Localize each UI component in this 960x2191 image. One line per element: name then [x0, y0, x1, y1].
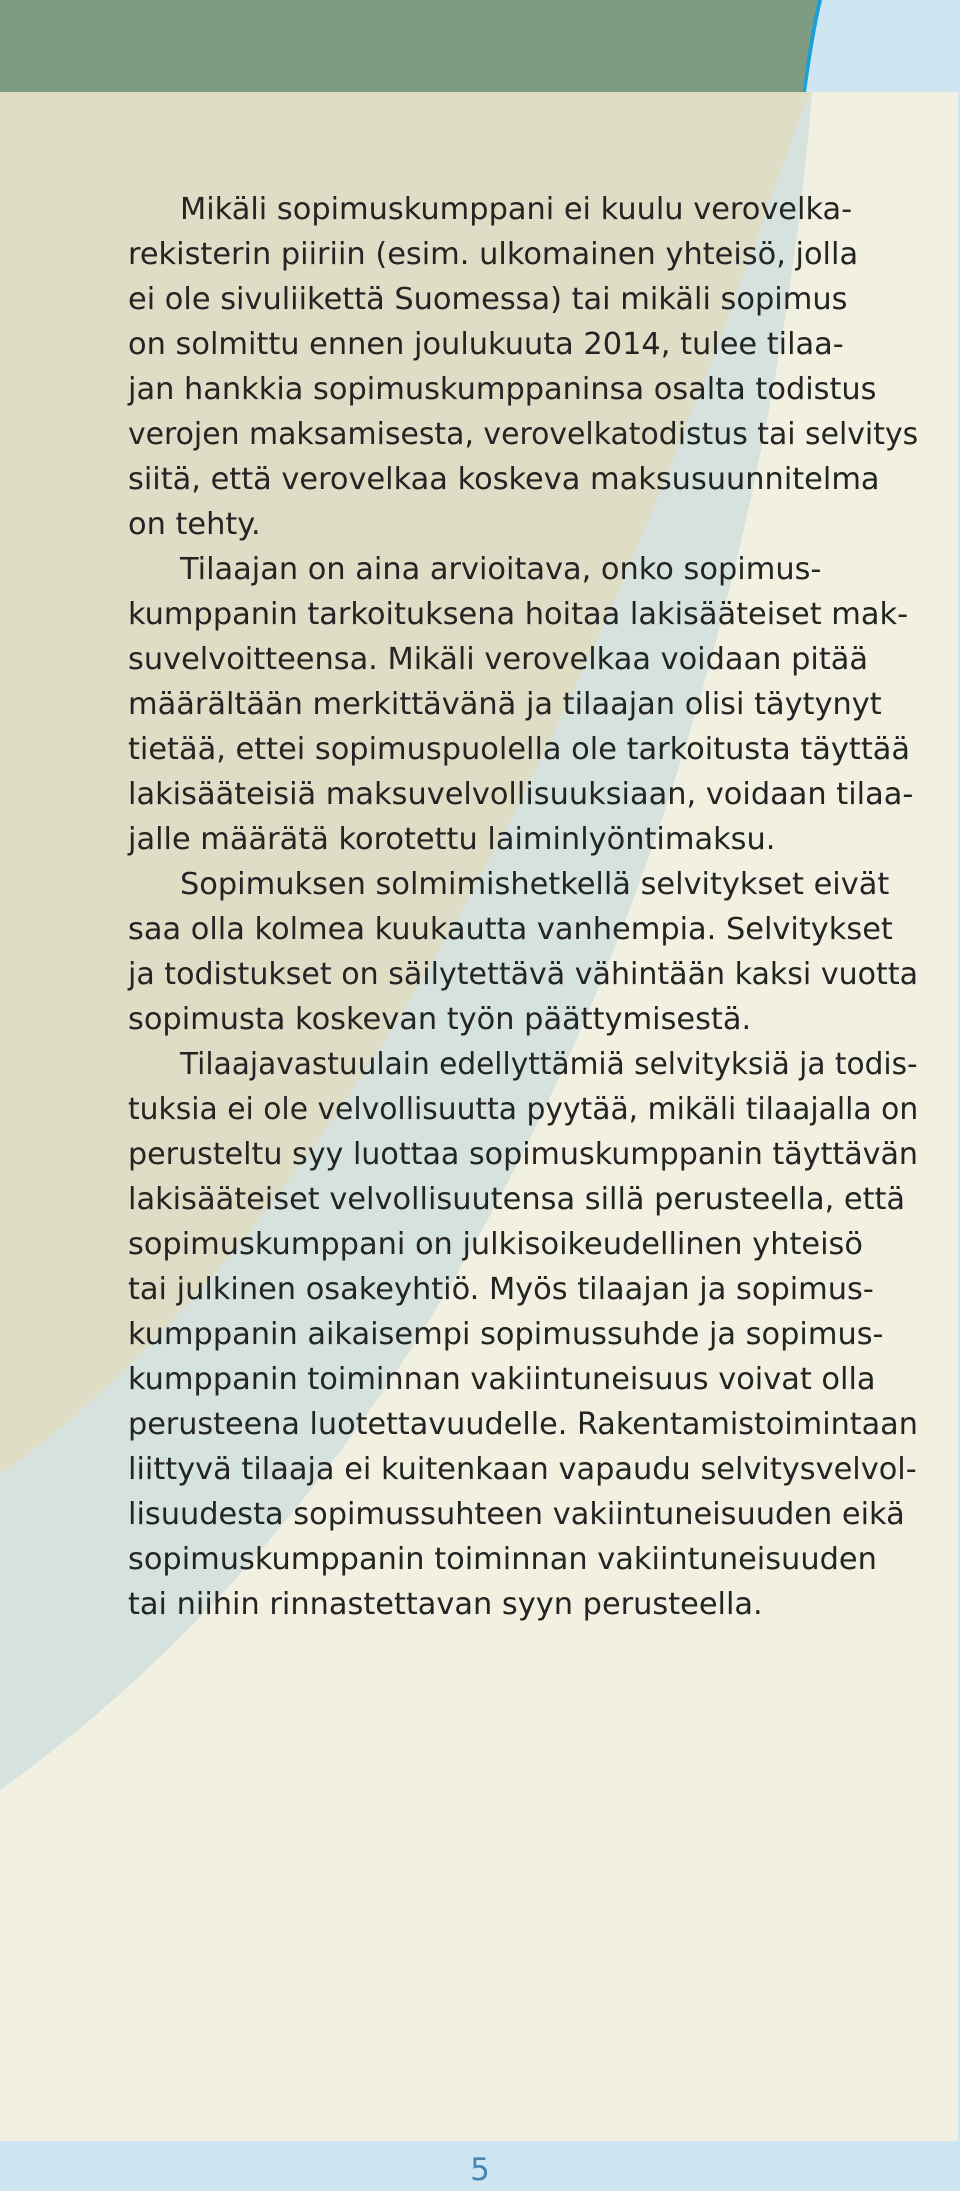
- text-line: Tilaajan on aina arvioitava, onko sopimus-: [180, 552, 822, 587]
- text-line: suvelvoitteensa. Mikäli verovelkaa voidaan pitää: [128, 642, 868, 677]
- text-line: kumppanin tarkoituksena hoitaa lakisääteiset mak-: [128, 597, 909, 632]
- page-number: 5: [470, 2152, 490, 2188]
- text-line: verojen maksamisesta, verovelkatodistus tai selvitys: [128, 417, 919, 452]
- text-line: tuksia ei ole velvollisuutta pyytää, mikäli tilaajalla on: [128, 1092, 919, 1127]
- text-line: lakisääteiset velvollisuutensa sillä perusteella, että: [128, 1182, 906, 1217]
- text-line: sopimuskumppanin toiminnan vakiintuneisuuden: [128, 1542, 877, 1577]
- text-line: Mikäli sopimuskumppani ei kuulu verovelka-: [180, 192, 853, 227]
- paragraph-2: [128, 547, 918, 862]
- text-line: sopimusta koskevan työn päättymisestä.: [128, 1002, 752, 1037]
- text-line: Sopimuksen solmimishetkellä selvitykset eivät: [180, 867, 890, 902]
- text-line: saa olla kolmea kuukautta vanhempia. Selvitykset: [128, 912, 893, 947]
- header-right-band: [800, 0, 960, 92]
- text-line: on solmittu ennen joulukuuta 2014, tulee tilaa-: [128, 327, 844, 362]
- paragraph-4: [128, 1042, 918, 1627]
- text-line: lisuudesta sopimussuhteen vakiintuneisuuden eikä: [128, 1497, 905, 1532]
- text-line: rekisterin piiriin (esim. ulkomainen yhteisö, jolla: [128, 237, 859, 272]
- text-line: liittyvä tilaaja ei kuitenkaan vapaudu selvitysvelvol-: [128, 1452, 917, 1487]
- text-line: perusteena luotettavuudelle. Rakentamistoimintaan: [128, 1407, 918, 1442]
- paragraph-3: [128, 862, 918, 1042]
- paragraph-1: [128, 187, 918, 547]
- text-line: ja todistukset on säilytettävä vähintään kaksi vuotta: [128, 957, 919, 992]
- text-line: ei ole sivuliikettä Suomessa) tai mikäli sopimus: [128, 282, 848, 317]
- text-line: tai julkinen osakeyhtiö. Myös tilaajan ja sopimus-: [128, 1272, 874, 1307]
- text-line: määrältään merkittävänä ja tilaajan olisi täytynyt: [128, 687, 882, 722]
- text-line: lakisääteisiä maksuvelvollisuuksiaan, voidaan tilaa-: [128, 777, 914, 812]
- text-line: siitä, että verovelkaa koskeva maksusuunnitelma: [128, 462, 880, 497]
- text-line: sopimuskumppani on julkisoikeudellinen yhteisö: [128, 1227, 863, 1262]
- text-line: kumppanin aikaisempi sopimussuhde ja sopimus-: [128, 1317, 884, 1352]
- text-line: Tilaajavastuulain edellyttämiä selvityksiä ja todis-: [180, 1047, 918, 1082]
- body-text: [128, 187, 918, 1627]
- text-line: tietää, ettei sopimuspuolella ole tarkoitusta täyttää: [128, 732, 910, 767]
- text-line: on tehty.: [128, 507, 261, 542]
- text-line: perusteltu syy luottaa sopimuskumppanin täyttävän: [128, 1137, 919, 1172]
- text-line: jan hankkia sopimuskumppaninsa osalta todistus: [128, 372, 877, 407]
- text-line: tai niihin rinnastettavan syyn perusteella.: [128, 1587, 763, 1622]
- text-line: kumppanin toiminnan vakiintuneisuus voivat olla: [128, 1362, 876, 1397]
- text-line: jalle määrätä korotettu laiminlyöntimaksu.: [128, 822, 776, 857]
- header-green-band: [0, 0, 818, 92]
